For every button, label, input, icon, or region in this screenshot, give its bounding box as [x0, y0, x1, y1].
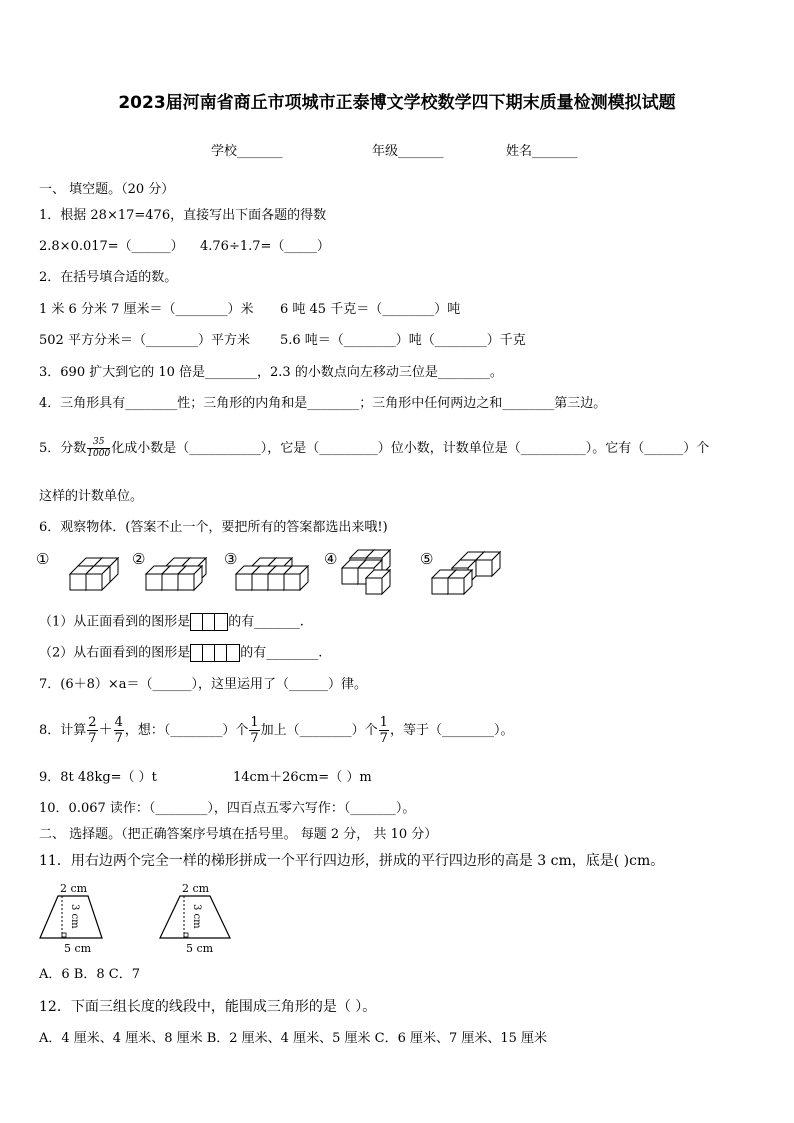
page-title: 2023届河南省商丘市项城市正泰博文学校数学四下期末质量检测模拟试题 [118, 93, 676, 113]
fraction-denominator: 7 [379, 731, 388, 746]
school-field[interactable]: 学校_______ [211, 144, 283, 159]
trapezoid-height-label: 3 cm [191, 904, 202, 929]
trapezoid-height-label: 3 cm [69, 904, 80, 929]
question-6-part-1-pre: （1）从正面看到的图形是 [39, 614, 191, 630]
question-8-pre: 8．计算 [39, 723, 87, 738]
figure-label-4: ④ [324, 550, 338, 568]
question-6-part-2-pre: （2）从右面看到的图形是 [39, 645, 191, 661]
fraction-35-1000 [87, 438, 110, 459]
question-11[interactable]: 11．用右边两个完全一样的梯形拼成一个平行四边形，拼成的平行四边形的高是 3 cm，底是( )cm。 [39, 853, 665, 869]
fraction-denominator: 7 [114, 731, 123, 746]
trapezoid-bottom-label: 5 cm [64, 942, 92, 955]
question-9b[interactable]: 14cm＋26cm=（ ）m [233, 770, 372, 785]
question-8-mid1: ，想：（________）个 [124, 723, 249, 738]
trapezoid-top-label: 2 cm [60, 882, 88, 895]
question-6-part-2[interactable] [39, 644, 322, 663]
figure-2-cubes [146, 558, 206, 590]
trapezoid-figures [36, 880, 256, 956]
question-5-continued: 这样的计数单位。 [39, 489, 144, 504]
section-1-heading: 一、 填空题。（20 分） [39, 182, 175, 197]
figure-5-cubes [432, 552, 500, 594]
trapezoid-1 [40, 882, 102, 955]
figure-label-1: ① [36, 550, 50, 568]
question-1a[interactable]: 2.8×0.017=（______） [39, 239, 184, 254]
grade-field[interactable]: 年级_______ [372, 144, 444, 159]
trapezoid-2 [160, 882, 230, 955]
question-6-part-2-post: 的有________. [240, 645, 323, 661]
figure-3-cubes [236, 558, 308, 590]
question-7[interactable]: 7．(6＋8）×a＝（______），这里运用了（______）律。 [39, 677, 368, 692]
question-2: 2．在括号填合适的数。 [39, 270, 178, 285]
question-9a[interactable]: 9．8t 48kg=（ ）t [39, 770, 157, 785]
question-8-mid2: 加上（________）个 [260, 723, 378, 738]
question-2d[interactable]: 5.6 吨＝（________）吨（________）千克 [280, 333, 526, 348]
question-4[interactable]: 4．三角形具有________性；三角形的内角和是________；三角形中任何两边之和________第三边。 [39, 396, 607, 411]
question-6: 6．观察物体．(答案不止一个，要把所有的答案都选出来哦!) [39, 520, 388, 535]
question-8-post: ，等于（________）。 [389, 723, 514, 738]
question-2a[interactable]: 1 米 6 分米 7 厘米＝（________）米 [39, 302, 254, 317]
fraction-4-7 [114, 716, 124, 745]
question-1b[interactable]: 4.76÷1.7=（_____） [200, 239, 330, 254]
figure-1-cubes [70, 558, 118, 590]
trapezoid-top-label: 2 cm [182, 882, 210, 895]
fraction-1-7 [249, 716, 259, 745]
fraction-numerator: 1 [379, 715, 388, 730]
fraction-2-7 [87, 716, 97, 745]
question-1: 1．根据 28×17=476，直接写出下面各题的得数 [39, 208, 327, 223]
question-2c[interactable]: 502 平方分米＝（________）平方米 [39, 333, 250, 348]
fraction-numerator: 35 [87, 438, 110, 449]
fraction-denominator: 7 [88, 731, 97, 746]
question-8[interactable] [39, 712, 513, 749]
figure-label-5: ⑤ [420, 550, 434, 568]
question-12[interactable]: 12．下面三组长度的线段中，能围成三角形的是（ ）。 [39, 999, 377, 1015]
question-5-post: 化成小数是（___________），它是（_________）位小数，计数单位是（__________）。它有（______）个 [111, 441, 710, 456]
section-2-heading: 二、 选择题。（把正确答案序号填在括号里。 每题 2 分， 共 10 分） [39, 827, 438, 842]
fraction-denominator: 1000 [87, 449, 111, 459]
fraction-numerator: 2 [88, 715, 97, 730]
question-6-part-1-post: 的有_______. [228, 614, 304, 630]
fraction-denominator: 7 [250, 731, 259, 746]
question-5-pre: 5．分数 [39, 441, 87, 456]
question-6-part-1[interactable] [39, 613, 304, 632]
front-view-shape [190, 613, 228, 631]
question-12-options[interactable]: A．4 厘米、4 厘米、8 厘米 B．2 厘米、4 厘米、5 厘米 C．6 厘米、7 厘米、15 厘米 [39, 1031, 548, 1046]
fraction-numerator: 1 [250, 715, 259, 730]
question-10[interactable]: 10．0.067 读作：（________），四百点五零六写作：（_______）。 [39, 801, 416, 816]
name-field[interactable]: 姓名_______ [506, 144, 578, 159]
figure-label-3: ③ [224, 550, 238, 568]
fraction-1-7 [379, 716, 389, 745]
trapezoid-bottom-label: 5 cm [186, 942, 214, 955]
figure-4-cubes [342, 550, 390, 594]
right-view-shape [190, 644, 240, 662]
question-3[interactable]: 3．690 扩大到它的 10 倍是________，2.3 的小数点向左移动三位是________。 [39, 365, 503, 380]
plus-sign: ＋ [98, 722, 113, 738]
question-2b[interactable]: 6 吨 45 千克＝（________）吨 [280, 302, 461, 317]
question-11-options[interactable]: A．6 B．8 C．7 [39, 967, 140, 982]
cube-figures [36, 548, 506, 602]
fraction-numerator: 4 [114, 715, 123, 730]
figure-label-2: ② [132, 550, 146, 568]
question-5[interactable] [39, 435, 709, 463]
